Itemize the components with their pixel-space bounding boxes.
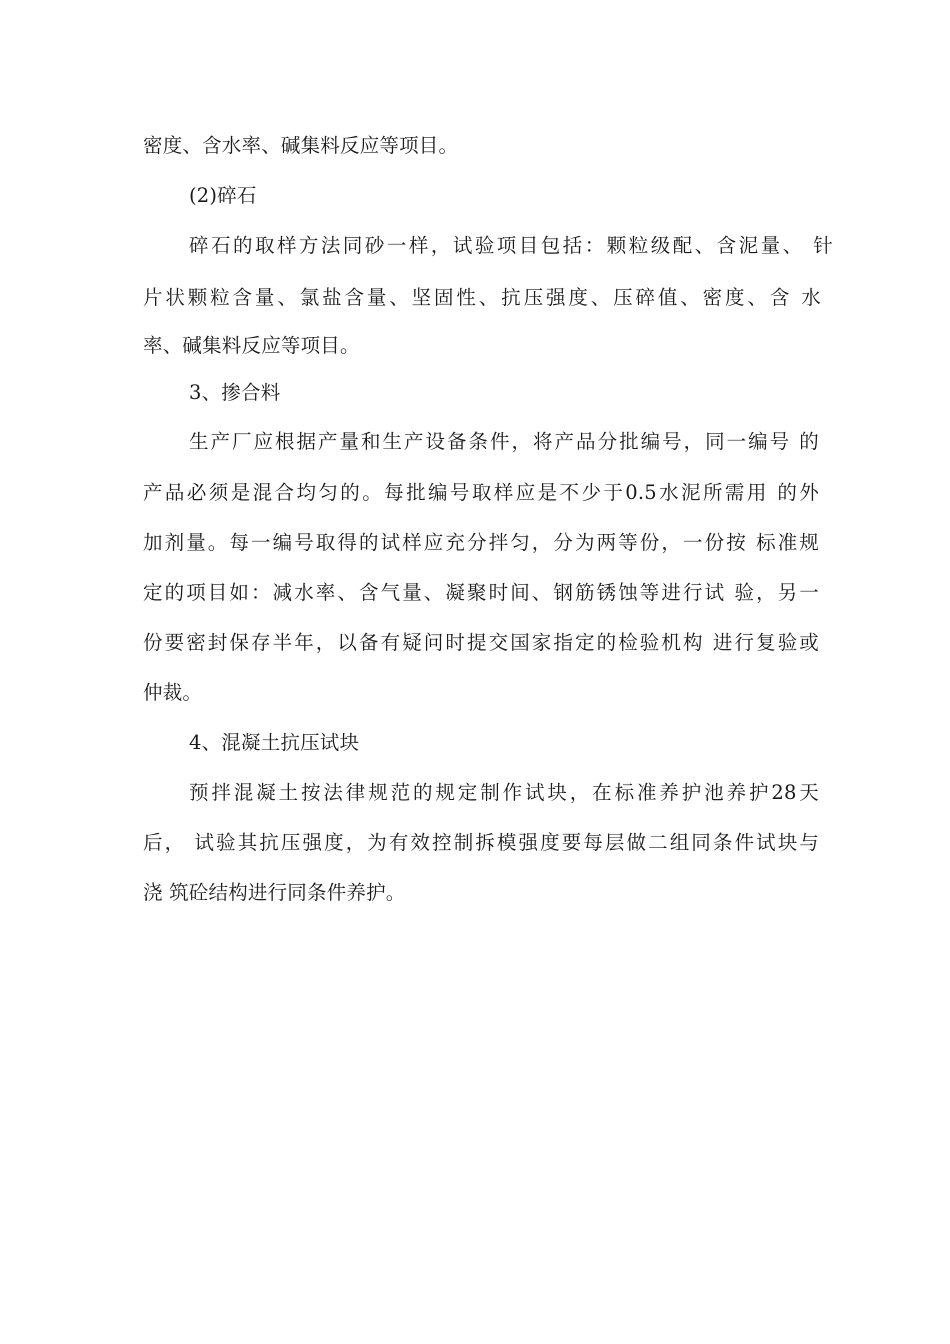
text-line-14: 预拌混凝土按法律规范的规定制作试块，在标准养护池养护28天 <box>189 781 819 804</box>
subsection-heading-crushed-stone: (2)碎石 <box>189 184 257 207</box>
text-line-7: 生产厂应根据产量和生产设备条件，将产品分批编号，同一编号 的 <box>189 430 819 453</box>
text-line-12: 仲裁。 <box>143 681 203 704</box>
text-line-9: 加剂量。每一编号取得的试样应充分拌匀，分为两等份，一份按 标准规 <box>143 531 819 554</box>
text-line-4: 片状颗粒含量、氯盐含量、坚固性、抗压强度、压碎值、密度、含 水 <box>143 286 821 309</box>
section-heading-concrete-test-block: 4、混凝土抗压试块 <box>189 731 360 754</box>
text-line-11: 份要密封保存半年，以备有疑问时提交国家指定的检验机构 进行复验或 <box>143 631 819 654</box>
text-line-1: 密度、含水率、碱集料反应等项目。 <box>143 134 459 157</box>
text-line-5: 率、碱集料反应等项目。 <box>143 334 360 357</box>
text-line-8: 产品必须是混合均匀的。每批编号取样应是不少于0.5水泥所需用 的外 <box>143 481 819 504</box>
text-line-10: 定的项目如：减水率、含气量、凝聚时间、钢筋锈蚀等进行试 验，另一 <box>143 581 819 604</box>
text-line-15: 后， 试验其抗压强度，为有效控制拆模强度要每层做二组同条件试块与 <box>143 831 819 854</box>
text-line-16: 浇 筑砼结构进行同条件养护。 <box>143 881 406 904</box>
section-heading-admixture: 3、掺合料 <box>189 381 281 404</box>
text-line-3: 碎石的取样方法同砂一样，试验项目包括：颗粒级配、含泥量、 针 <box>189 234 833 257</box>
